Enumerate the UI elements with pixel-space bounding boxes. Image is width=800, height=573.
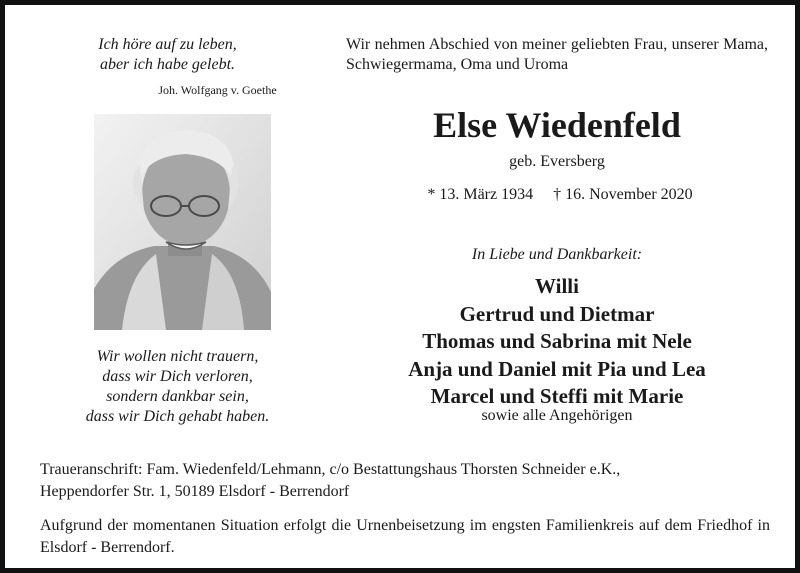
quote-line: dass wir Dich verloren, <box>102 368 253 385</box>
deceased-name: Else Wiedenfeld <box>433 105 681 145</box>
memorial-quote <box>45 347 310 427</box>
portrait-image <box>94 114 271 330</box>
death-date: † 16. November 2020 <box>553 186 693 203</box>
mourner-name: Marcel und Steffi mit Marie <box>430 384 684 408</box>
farewell-intro: Wir nehmen Abschied von meiner geliebten Frau, unserer Mama, Schwiegermama, Oma und Uroma <box>346 36 768 73</box>
quote-line: aber ich habe gelebt. <box>99 56 236 73</box>
quote-line: Ich höre auf zu leben, <box>98 36 237 53</box>
quote-line: dass wir Dich gehabt haben. <box>85 408 270 425</box>
goethe-quote <box>45 35 290 75</box>
mourning-address <box>40 459 770 503</box>
mourner-name: Gertrud und Dietmar <box>459 301 655 326</box>
maiden-name: geb. Eversberg <box>509 153 605 170</box>
burial-notice: Aufgrund der momentanen Situation erfolgt die Urnenbeisetzung im engsten Familienkreis auf dem Friedhof in Elsdorf - Berrendorf. <box>40 517 770 556</box>
quote-line: Wir wollen nicht trauern, <box>96 348 259 365</box>
portrait-photo <box>94 114 271 330</box>
birth-date: * 13. März 1934 <box>427 186 534 203</box>
quote-line: sondern dankbar sein, <box>106 388 249 405</box>
life-dates <box>365 185 755 205</box>
address-line: Heppendorfer Str. 1, 50189 Elsdorf - Berrendorf <box>40 483 350 500</box>
mourner-name: Willi <box>535 274 579 298</box>
mourner-name: Thomas und Sabrina mit Nele <box>422 329 692 353</box>
other-relatives: sowie alle Angehörigen <box>481 407 633 424</box>
mourners-heading: In Liebe und Dankbarkeit: <box>471 246 643 263</box>
quote-author: Joh. Wolfgang v. Goethe <box>158 83 277 97</box>
address-line: Traueranschrift: Fam. Wiedenfeld/Lehmann, c/o Bestattungshaus Thorsten Schneider e.K., <box>40 461 621 478</box>
mourners-list <box>346 273 768 411</box>
mourner-name: Anja und Daniel mit Pia und Lea <box>408 356 706 381</box>
